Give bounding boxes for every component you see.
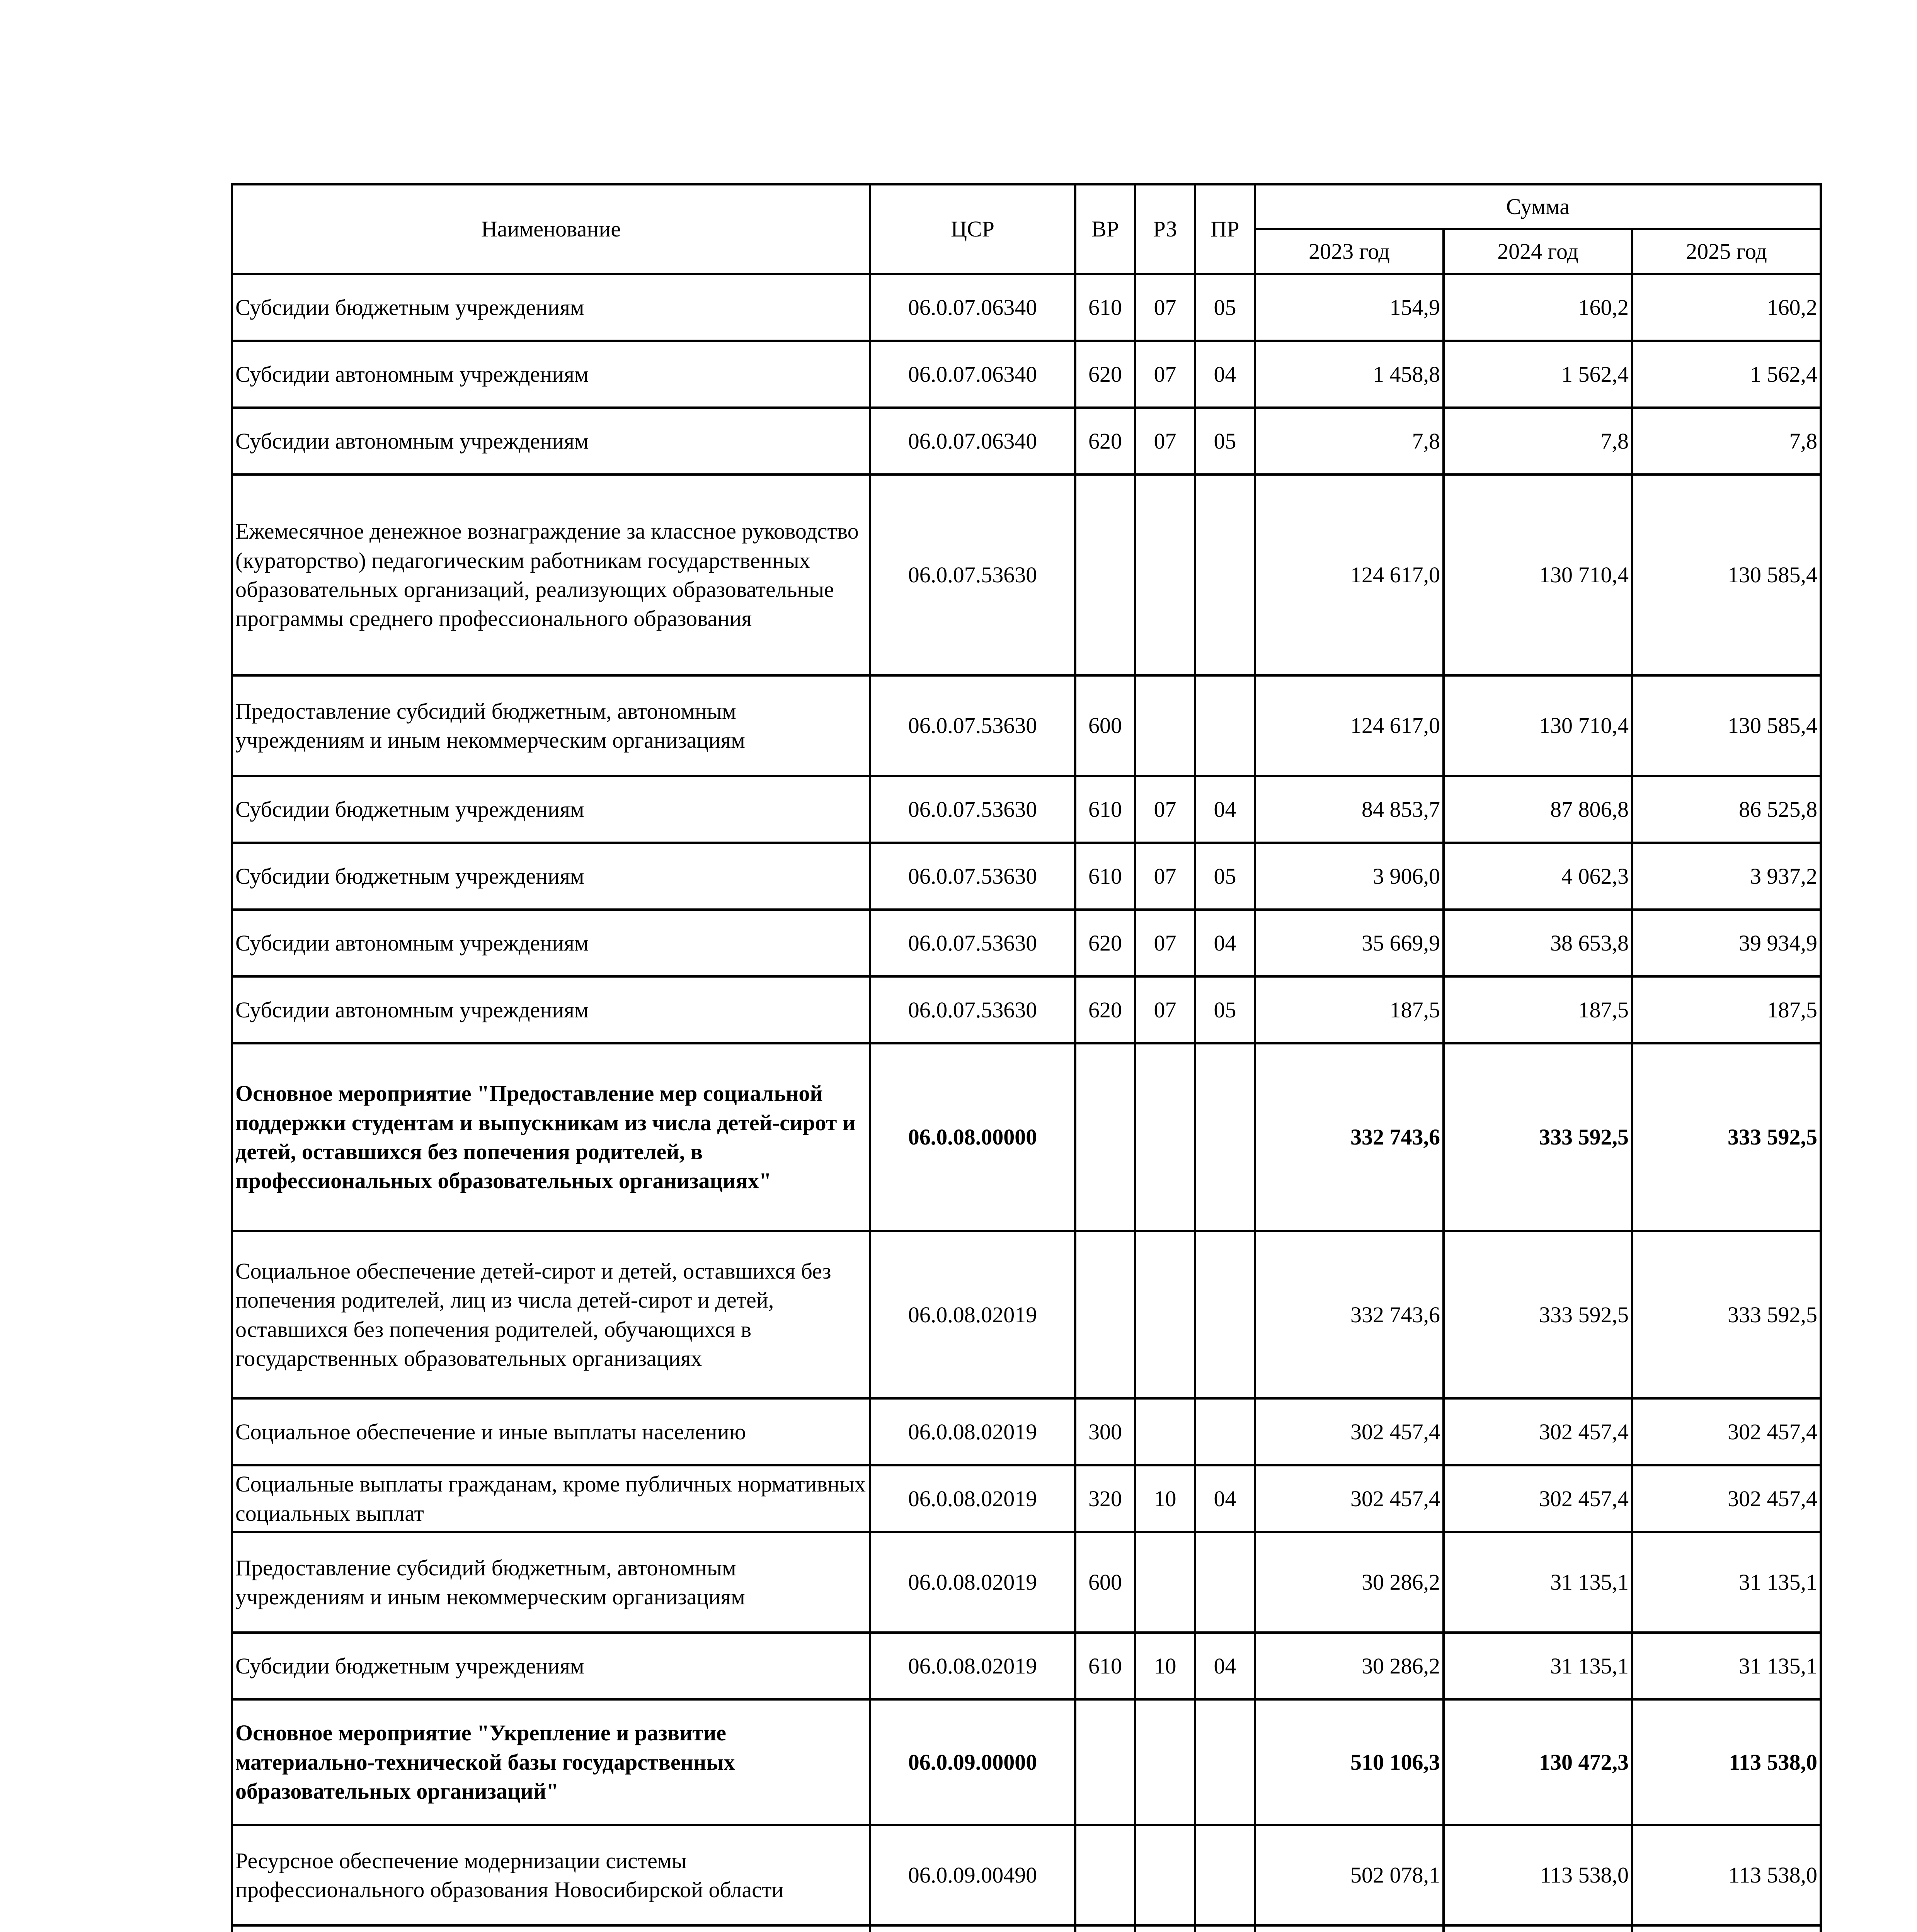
cell-pr: 05 (1195, 274, 1255, 341)
cell-rz (1135, 1231, 1195, 1398)
cell-pr (1195, 1398, 1255, 1465)
cell-pr (1195, 1699, 1255, 1825)
header-rz: РЗ (1135, 184, 1195, 274)
cell-2023: 332 743,6 (1255, 1231, 1444, 1398)
cell-2024: 333 592,5 (1444, 1231, 1632, 1398)
cell-name: Субсидии бюджетным учреждениям (232, 776, 870, 843)
cell-name: Основное мероприятие "Предоставление мер социальной поддержки студентам и выпускникам из числа детей-сирот и детей, оставшихся без попечения родителей, в профессиональных образовательных организациях" (232, 1043, 870, 1231)
cell-rz: 07 (1135, 910, 1195, 976)
cell-2025: 333 592,5 (1632, 1043, 1821, 1231)
cell-csr: 06.0.08.02019 (870, 1532, 1075, 1633)
cell-2025: 86 525,8 (1632, 776, 1821, 843)
cell-2024: 160,2 (1444, 274, 1632, 341)
cell-2024: 130 710,4 (1444, 474, 1632, 675)
cell-vr: 620 (1075, 341, 1135, 408)
cell-name: Предоставление субсидий бюджетным, автономным учреждениям и иным некоммерческим организациям (232, 675, 870, 776)
cell-2025: 7,8 (1632, 408, 1821, 474)
cell-vr (1075, 1231, 1135, 1398)
cell-2025: 3 937,2 (1632, 843, 1821, 910)
cell-2023: 35 669,9 (1255, 910, 1444, 976)
cell-csr: 06.0.08.00000 (870, 1043, 1075, 1231)
cell-2024: 87 806,8 (1444, 776, 1632, 843)
cell-name: Субсидии автономным учреждениям (232, 341, 870, 408)
table-row (232, 910, 1821, 976)
header-name: Наименование (232, 184, 870, 274)
cell-name: Ежемесячное денежное вознаграждение за классное руководство (кураторство) педагогическим работникам государственных образовательных организаций, реализующих образовательные программы среднего профессионального образования (232, 474, 870, 675)
cell-2024: 1 562,4 (1444, 341, 1632, 408)
cell-pr: 05 (1195, 408, 1255, 474)
cell-2024: 7,8 (1444, 408, 1632, 474)
header-year-2023: 2023 год (1255, 229, 1444, 274)
cell-2024: 113 538,0 (1444, 1825, 1632, 1925)
table-row (232, 1043, 1821, 1231)
table-row (232, 474, 1821, 675)
cell-2023: 7,8 (1255, 408, 1444, 474)
table-row (232, 408, 1821, 474)
cell-rz: 07 (1135, 274, 1195, 341)
cell-pr: 04 (1195, 341, 1255, 408)
cell-csr (870, 1925, 1075, 1932)
cell-csr: 06.0.07.06340 (870, 408, 1075, 474)
cell-name: Ресурсное обеспечение модернизации системы профессионального образования Новосибирской области (232, 1825, 870, 1925)
cell-2023: 510 106,3 (1255, 1699, 1444, 1825)
cell-pr: 04 (1195, 776, 1255, 843)
cell-vr: 300 (1075, 1398, 1135, 1465)
cell-rz (1135, 1043, 1195, 1231)
cell-2023: 502 078,1 (1255, 1825, 1444, 1925)
budget-table (231, 183, 1822, 1932)
cell-vr: 620 (1075, 408, 1135, 474)
cell-name: Субсидии бюджетным учреждениям (232, 1633, 870, 1699)
cell-vr: 610 (1075, 776, 1135, 843)
cell-2023: 30 286,2 (1255, 1633, 1444, 1699)
cell-pr (1195, 1532, 1255, 1633)
cell-name: Предоставление субсидий бюджетным, автономным учреждениям и иным некоммерческим организациям (232, 1532, 870, 1633)
cell-2025: 39 934,9 (1632, 910, 1821, 976)
cell-2025: 130 585,4 (1632, 675, 1821, 776)
cell-2023: 30 286,2 (1255, 1532, 1444, 1633)
cell-pr (1195, 675, 1255, 776)
cell-2023: 332 743,6 (1255, 1043, 1444, 1231)
table-body (232, 274, 1821, 1932)
table-row (232, 976, 1821, 1043)
cell-2025: 113 538,0 (1632, 1699, 1821, 1825)
cell-pr (1195, 1231, 1255, 1398)
table-row (232, 843, 1821, 910)
cell-vr (1075, 1925, 1135, 1932)
cell-pr (1195, 1825, 1255, 1925)
cell-csr: 06.0.07.53630 (870, 474, 1075, 675)
cell-pr: 04 (1195, 1633, 1255, 1699)
cell-vr: 610 (1075, 1633, 1135, 1699)
cell-name (232, 1925, 870, 1932)
cell-2025: 187,5 (1632, 976, 1821, 1043)
cell-csr: 06.0.07.53630 (870, 776, 1075, 843)
cell-csr: 06.0.08.02019 (870, 1398, 1075, 1465)
cell-csr: 06.0.08.02019 (870, 1231, 1075, 1398)
table-row (232, 1633, 1821, 1699)
cell-2023: 154,9 (1255, 274, 1444, 341)
cell-vr: 320 (1075, 1465, 1135, 1532)
cell-csr: 06.0.09.00000 (870, 1699, 1075, 1825)
table-row (232, 1699, 1821, 1825)
cell-csr: 06.0.09.00490 (870, 1825, 1075, 1925)
cell-rz (1135, 1925, 1195, 1932)
cell-rz (1135, 1532, 1195, 1633)
cell-2024: 31 135,1 (1444, 1633, 1632, 1699)
cell-2024: 130 710,4 (1444, 675, 1632, 776)
table-row (232, 776, 1821, 843)
cell-rz (1135, 675, 1195, 776)
cell-name: Субсидии автономным учреждениям (232, 408, 870, 474)
cell-rz: 07 (1135, 976, 1195, 1043)
cell-2025: 113 538,0 (1632, 1825, 1821, 1925)
cell-2024: 187,5 (1444, 976, 1632, 1043)
cell-2025: 130 585,4 (1632, 474, 1821, 675)
cell-pr (1195, 1925, 1255, 1932)
cell-2024: 302 457,4 (1444, 1465, 1632, 1532)
cell-vr: 620 (1075, 976, 1135, 1043)
table-row (232, 675, 1821, 776)
cell-pr: 05 (1195, 843, 1255, 910)
cell-vr (1075, 1043, 1135, 1231)
cell-2023: 1 458,8 (1255, 341, 1444, 408)
cell-pr: 05 (1195, 976, 1255, 1043)
header-year-2025: 2025 год (1632, 229, 1821, 274)
cell-name: Субсидии бюджетным учреждениям (232, 274, 870, 341)
header-sum: Сумма (1255, 184, 1821, 229)
cell-2024: 333 592,5 (1444, 1043, 1632, 1231)
cell-csr: 06.0.07.53630 (870, 843, 1075, 910)
cell-2025 (1632, 1925, 1821, 1932)
cell-2024 (1444, 1925, 1632, 1932)
cell-rz: 07 (1135, 843, 1195, 910)
cell-csr: 06.0.07.53630 (870, 976, 1075, 1043)
cell-2024: 31 135,1 (1444, 1532, 1632, 1633)
table-row (232, 1532, 1821, 1633)
cell-rz (1135, 474, 1195, 675)
header-pr: ПР (1195, 184, 1255, 274)
cell-vr: 600 (1075, 675, 1135, 776)
table-row (232, 1925, 1821, 1932)
cell-rz: 07 (1135, 341, 1195, 408)
cell-name: Социальные выплаты гражданам, кроме публичных нормативных социальных выплат (232, 1465, 870, 1532)
cell-2023: 3 906,0 (1255, 843, 1444, 910)
cell-rz (1135, 1825, 1195, 1925)
cell-pr (1195, 1043, 1255, 1231)
cell-csr: 06.0.08.02019 (870, 1465, 1075, 1532)
cell-2023: 302 457,4 (1255, 1465, 1444, 1532)
cell-name: Субсидии бюджетным учреждениям (232, 843, 870, 910)
cell-rz: 07 (1135, 776, 1195, 843)
cell-rz: 10 (1135, 1633, 1195, 1699)
cell-vr (1075, 474, 1135, 675)
cell-name: Социальное обеспечение детей-сирот и детей, оставшихся без попечения родителей, лиц из числа детей-сирот и детей, оставшихся без попечения родителей, обучающихся в государственных образовательных организациях (232, 1231, 870, 1398)
table-row (232, 1465, 1821, 1532)
table-row (232, 1825, 1821, 1925)
cell-vr: 620 (1075, 910, 1135, 976)
cell-pr (1195, 474, 1255, 675)
table-header (232, 184, 1821, 274)
cell-csr: 06.0.07.06340 (870, 274, 1075, 341)
cell-2025: 302 457,4 (1632, 1398, 1821, 1465)
header-vr: ВР (1075, 184, 1135, 274)
cell-name: Социальное обеспечение и иные выплаты населению (232, 1398, 870, 1465)
cell-2024: 38 653,8 (1444, 910, 1632, 976)
cell-2025: 1 562,4 (1632, 341, 1821, 408)
cell-2025: 31 135,1 (1632, 1633, 1821, 1699)
cell-rz: 07 (1135, 408, 1195, 474)
cell-2023: 84 853,7 (1255, 776, 1444, 843)
cell-2023: 124 617,0 (1255, 675, 1444, 776)
cell-rz (1135, 1398, 1195, 1465)
cell-pr: 04 (1195, 1465, 1255, 1532)
cell-2025: 31 135,1 (1632, 1532, 1821, 1633)
cell-2023 (1255, 1925, 1444, 1932)
cell-2023: 187,5 (1255, 976, 1444, 1043)
header-csr: ЦСР (870, 184, 1075, 274)
table-row (232, 274, 1821, 341)
cell-2025: 333 592,5 (1632, 1231, 1821, 1398)
cell-2023: 302 457,4 (1255, 1398, 1444, 1465)
table-row (232, 341, 1821, 408)
cell-vr (1075, 1825, 1135, 1925)
cell-2024: 302 457,4 (1444, 1398, 1632, 1465)
cell-csr: 06.0.07.53630 (870, 675, 1075, 776)
cell-rz (1135, 1699, 1195, 1825)
cell-name: Субсидии автономным учреждениям (232, 910, 870, 976)
header-year-2024: 2024 год (1444, 229, 1632, 274)
cell-2024: 4 062,3 (1444, 843, 1632, 910)
cell-2025: 160,2 (1632, 274, 1821, 341)
cell-2025: 302 457,4 (1632, 1465, 1821, 1532)
cell-name: Основное мероприятие "Укрепление и развитие материально-технической базы государственных образовательных организаций" (232, 1699, 870, 1825)
cell-vr: 610 (1075, 274, 1135, 341)
cell-name: Субсидии автономным учреждениям (232, 976, 870, 1043)
cell-2024: 130 472,3 (1444, 1699, 1632, 1825)
table-row (232, 1398, 1821, 1465)
cell-2023: 124 617,0 (1255, 474, 1444, 675)
cell-rz: 10 (1135, 1465, 1195, 1532)
cell-vr (1075, 1699, 1135, 1825)
cell-vr: 610 (1075, 843, 1135, 910)
cell-csr: 06.0.07.53630 (870, 910, 1075, 976)
table-row (232, 1231, 1821, 1398)
cell-vr: 600 (1075, 1532, 1135, 1633)
cell-pr: 04 (1195, 910, 1255, 976)
cell-csr: 06.0.07.06340 (870, 341, 1075, 408)
cell-csr: 06.0.08.02019 (870, 1633, 1075, 1699)
